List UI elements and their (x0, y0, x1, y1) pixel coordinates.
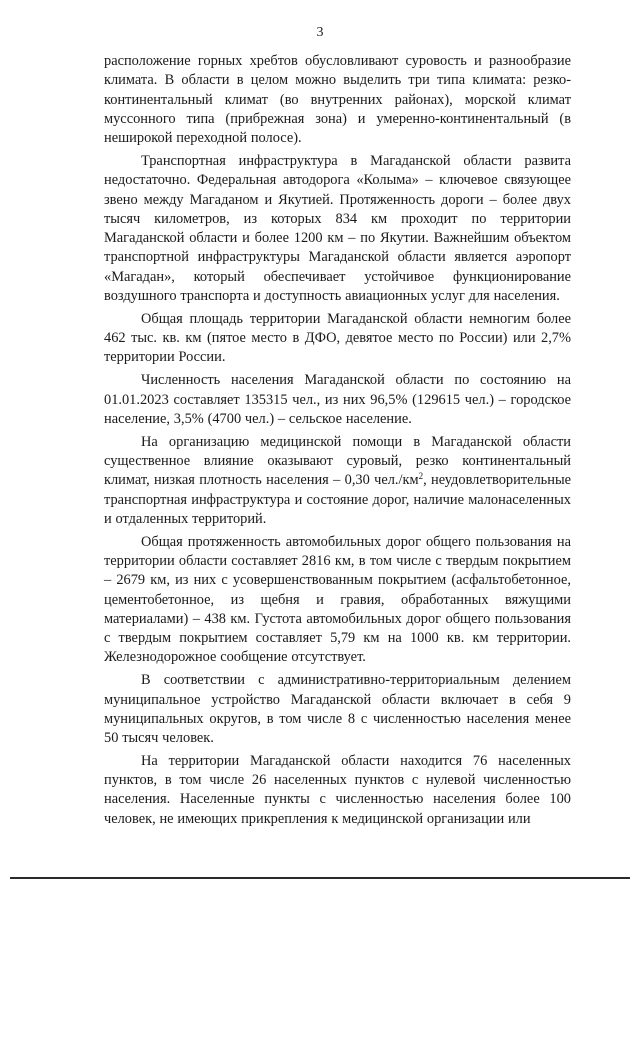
medical-text-after: , неудовлетворительные транспортная инфраструктура и состояние дорог, наличие малонаселенных и отдаленных территорий. (104, 472, 571, 527)
paragraph-medical-care (104, 433, 571, 529)
paragraph-area: Общая площадь территории Магаданской области немногим более 462 тыс. кв. км (пятое место в ДФО, девятое место по России) или 2,7% территории России. (104, 310, 571, 366)
paragraph-roads: Общая протяженность автомобильных дорог общего пользования на территории области составляет 2816 км, в том числе с твердым покрытием – 2679 км, из них с усовершенствованным покрытием (асфальтобетонное, цементобетонное, из щебня и гравия, обработанных вяжущими материалами) – 438 км. Густота автомобильных дорог общего пользования с твердым покрытием составляет 5,79 км на 1000 кв. км территории. Железнодорожное сообщение отсутствует. (104, 533, 571, 666)
paragraph-municipal-structure: В соответствии с административно-территориальным делением муниципальное устройство Магаданской области включает в себя 9 муниципальных округов, в том числе 8 с численностью населения менее 50 тысяч человек. (104, 672, 571, 747)
document-body (104, 52, 571, 833)
medical-text-before: На организацию медицинской помощи в Магаданской области существенное влияние оказывают суровый, резко континентальный климат, низкая плотность населения – 0,30 чел./км (104, 433, 571, 489)
paragraph-population: Численность населения Магаданской области по состоянию на 01.01.2023 составляет 135315 чел., из них 96,5% (129615 чел.) – городское население, 3,5% (4700 чел.) – сельское население. (104, 372, 571, 427)
paragraph-climate: расположение горных хребтов обусловливают суровость и разнообразие климата. В области в целом можно выделить три типа климата: резко-континентальный климат (во внутренних районах), морской климат муссонного типа (прибрежная зона) и умеренно-континентальный (в неширокой переходной полосе). (104, 53, 571, 147)
paragraph-transport-infrastructure: Транспортная инфраструктура в Магаданской области развита недостаточно. Федеральная автодорога «Колыма» – ключевое связующее звено между Магаданом и Якутией. Протяженность дороги – более двух тысяч километров, из которых 834 км проходит по территории Магаданской области и более 1200 км – по Якутии. Важнейшим объектом транспортной инфраструктуры Магаданской области является аэропорт «Магадан», который обеспечивает устойчивое функционирование воздушного транспорта и доступность авиационных услуг для населения. (104, 152, 571, 305)
paragraph-settlements: На территории Магаданской области находится 76 населенных пунктов, в том числе 26 населенных пунктов с нулевой численностью населения. Населенные пункты с численностью населения более 100 человек, не имеющих прикрепления к медицинской организации или (104, 752, 571, 827)
page-bottom-rule (10, 877, 630, 879)
superscript-squared: 2 (418, 471, 424, 482)
page-number: 3 (316, 25, 324, 40)
